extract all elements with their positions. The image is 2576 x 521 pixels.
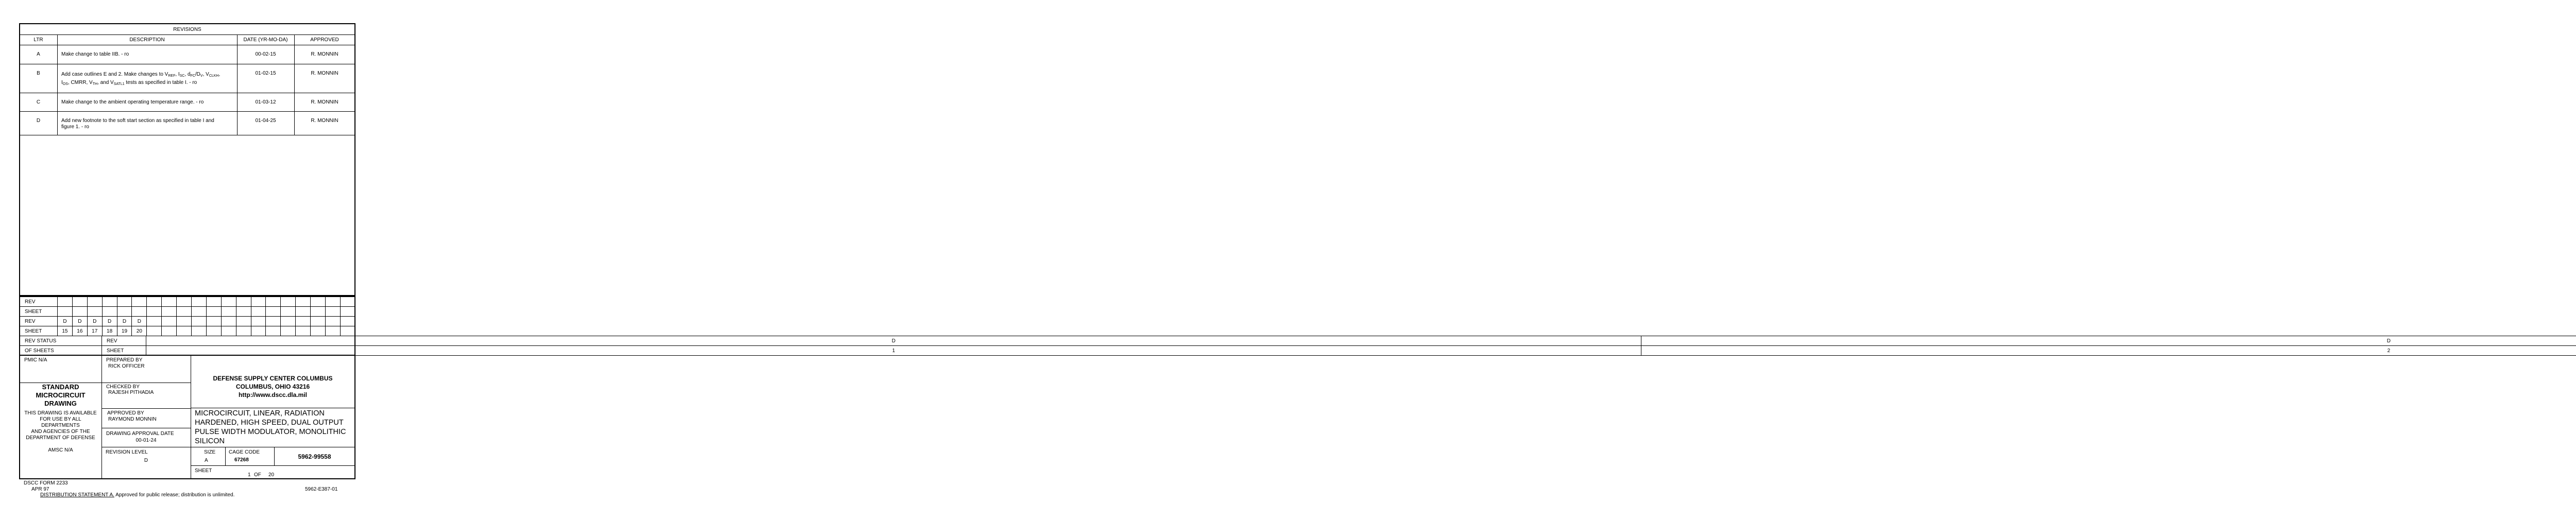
grid-cell: D (117, 317, 132, 326)
revision-level: D (144, 458, 148, 463)
grid-cell: D (132, 317, 147, 326)
size-value: A (205, 458, 208, 463)
row-label: REV (20, 297, 58, 307)
availability-text: DEPARTMENTS (41, 423, 80, 428)
agency-address: COLUMBUS, OHIO 43216 (235, 383, 310, 390)
grid-cell: 17 (87, 326, 102, 336)
checked-by-name: RAJESH PITHADIA (108, 390, 154, 395)
drawing-title: PULSE WIDTH MODULATOR, MONOLITHIC (195, 428, 346, 436)
grid-cell: D (1641, 336, 2576, 346)
grid-cell: 18 (102, 326, 117, 336)
rev-label: REV (102, 336, 146, 346)
distribution-statement: DISTRIBUTION STATEMENT A. Approved for public release; distribution is unlimited. (40, 492, 235, 498)
revision-ltr: D (36, 118, 41, 124)
grid-cell: D (72, 317, 87, 326)
drawing-number: 5962-99558 (298, 453, 331, 460)
grid-cell: 19 (117, 326, 132, 336)
grid-cell: 1 (146, 346, 1641, 356)
rev-status-label: REV STATUS (20, 336, 102, 346)
revision-date: 01-03-12 (255, 99, 276, 105)
sheet-number: 1 (248, 472, 251, 478)
standard-drawing-title: DRAWING (44, 400, 77, 407)
grid-cell: D (87, 317, 102, 326)
document-code: 5962-E387-01 (305, 487, 338, 492)
grid-cell: D (146, 336, 1641, 346)
revision-description: Make change to table IIB. - ro (61, 51, 129, 57)
cage-code-value: 67268 (234, 457, 249, 463)
revision-date: 01-02-15 (255, 71, 276, 76)
revision-ltr: B (37, 71, 40, 76)
drawing-title: HARDENED, HIGH SPEED, DUAL OUTPUT (195, 419, 344, 427)
revision-date: 00-02-15 (255, 51, 276, 57)
form-number: DSCC FORM 2233 (24, 480, 68, 486)
pmic-label: PMIC N/A (24, 357, 47, 363)
sheet-label: SHEET (102, 346, 146, 356)
divider (57, 34, 58, 135)
table-row (20, 336, 2576, 346)
revision-description-line1: Add case outlines E and 2. Make changes to $V_{REF}$, $I_{SC}$, $d_{FC}/D_V$, $V_{CLKH}$, (61, 72, 221, 78)
revision-level-label: REVISION LEVEL (106, 449, 148, 455)
agency-name: DEFENSE SUPPLY CENTER COLUMBUS (213, 375, 333, 382)
grid-cell: 15 (58, 326, 73, 336)
approved-by-label: APPROVED BY (107, 410, 144, 416)
header-approved: APPROVED (310, 37, 339, 43)
amsc-label: AMSC N/A (48, 447, 73, 453)
divider (101, 408, 191, 409)
revision-description: Make change to the ambient operating temperature range. - ro (61, 99, 204, 105)
revision-ltr: C (36, 99, 41, 105)
standard-drawing-title: MICROCIRCUIT (36, 391, 86, 399)
revision-ltr: A (37, 51, 40, 57)
header-description: DESCRIPTION (129, 37, 165, 43)
revision-description: figure 1. - ro (61, 124, 89, 130)
rev-status-grid (20, 336, 2576, 356)
divider (20, 34, 355, 35)
availability-text: THIS DRAWING IS AVAILABLE (24, 410, 97, 416)
sheet-total: 20 (268, 472, 275, 478)
row-label: SHEET (20, 326, 58, 336)
cage-code-label: CAGE CODE (229, 449, 260, 455)
header-date: DATE (YR-MO-DA) (243, 37, 288, 43)
of-sheets-label: OF SHEETS (20, 346, 102, 356)
agency-url: http://www.dscc.dla.mil (239, 391, 307, 398)
revision-date: 01-04-25 (255, 118, 276, 124)
grid-cell: D (102, 317, 117, 326)
standard-drawing-title: STANDARD (42, 383, 79, 391)
grid-cell: 20 (132, 326, 147, 336)
grid-cell: 2 (1641, 346, 2576, 356)
availability-text: DEPARTMENT OF DEFENSE (26, 435, 95, 441)
form-date: APR 97 (31, 487, 49, 492)
row-label: REV (20, 317, 58, 326)
prepared-by-label: PREPARED BY (106, 357, 143, 363)
drawing-title: SILICON (195, 437, 225, 445)
sheet-label: SHEET (195, 468, 212, 474)
drawing-title: MICROCIRCUIT, LINEAR, RADIATION (195, 409, 325, 418)
revision-description-line2: $I_{OS}$, CMRR, $V_{TH}$, and $V_{SATL1}$ tests as specified in table I. - ro (61, 80, 197, 86)
grid-cell: D (58, 317, 73, 326)
divider (191, 465, 355, 466)
sheet-of-label: OF (254, 472, 261, 478)
divider (225, 447, 226, 465)
header-ltr: LTR (33, 37, 43, 43)
grid-cell: 16 (72, 326, 87, 336)
prepared-by-name: RICK OFFICER (108, 363, 145, 369)
availability-text: FOR USE BY ALL (40, 416, 81, 422)
divider (20, 111, 355, 112)
size-label: SIZE (204, 449, 216, 455)
revision-approved: R. MONNIN (311, 118, 338, 124)
revision-approved: R. MONNIN (311, 51, 338, 57)
table-row (20, 346, 2576, 356)
revisions-title: REVISIONS (173, 27, 201, 32)
revision-approved: R. MONNIN (311, 71, 338, 76)
approved-by-name: RAYMOND MONNIN (108, 416, 157, 422)
revision-description: Add new footnote to the soft start section as specified in table I and (61, 118, 214, 124)
checked-by-label: CHECKED BY (106, 384, 140, 390)
approval-date-label: DRAWING APPROVAL DATE (106, 431, 174, 437)
row-label: SHEET (20, 307, 58, 317)
revision-approved: R. MONNIN (311, 99, 338, 105)
approval-date: 00-01-24 (135, 438, 157, 443)
availability-text: AND AGENCIES OF THE (31, 429, 90, 435)
